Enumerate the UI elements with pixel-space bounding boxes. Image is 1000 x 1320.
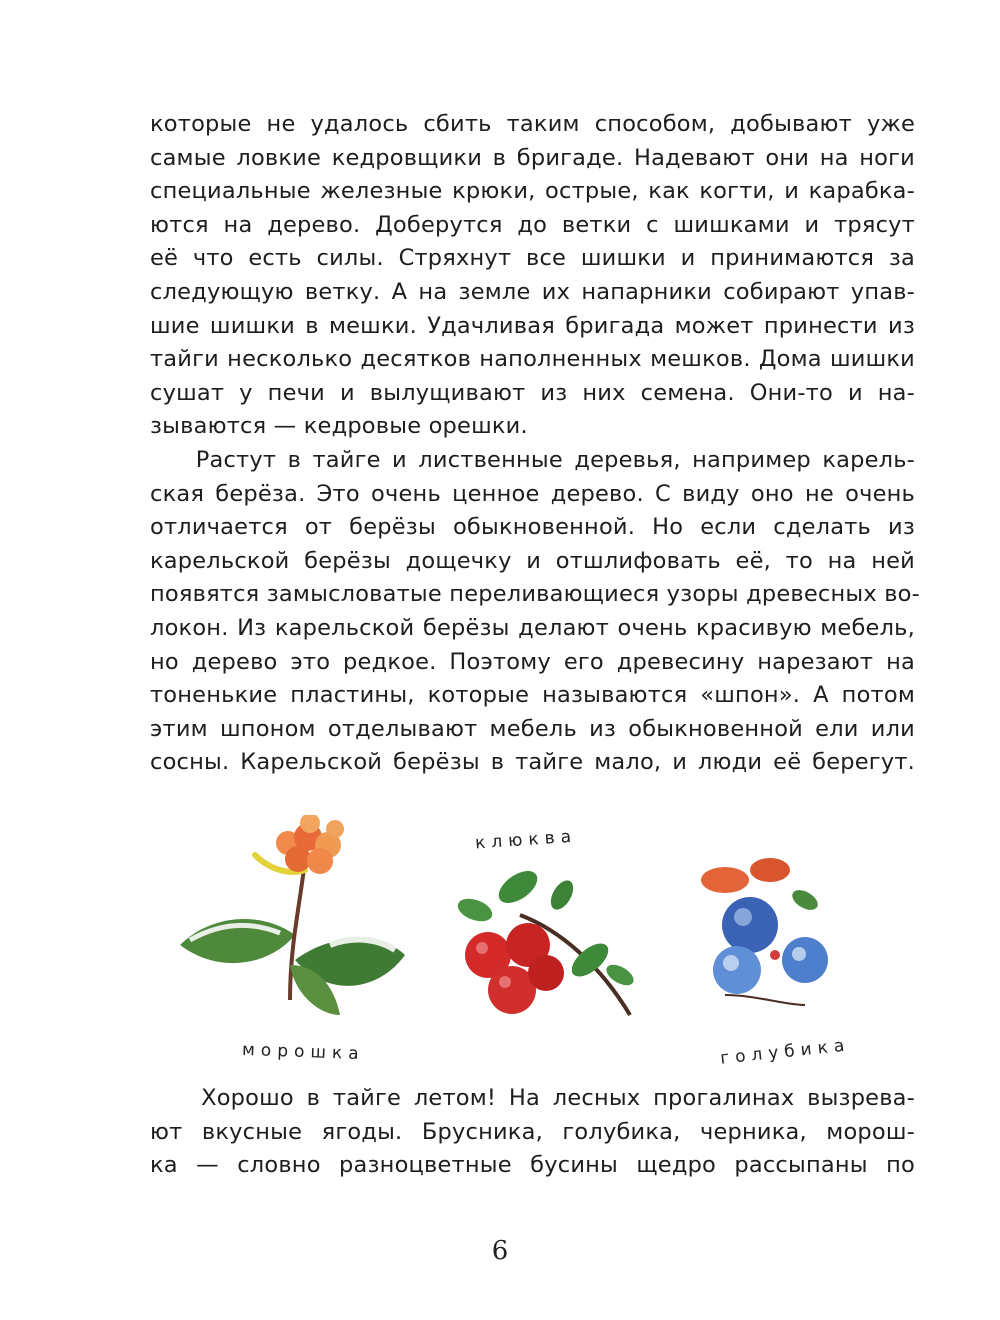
text-line: её что есть силы. Стряхнут все шишки и принимаются за	[150, 245, 915, 272]
text-line: сушат у печи и вылущивают из них семена. Они-то и на-	[150, 379, 915, 406]
text-line: ют вкусные ягоды. Брусника, голубика, черника, морош-	[150, 1118, 915, 1145]
paragraph-2	[150, 444, 920, 780]
berries-illustration	[160, 810, 860, 1080]
cranberry-illustration	[450, 855, 640, 1030]
text-line: шие шишки в мешки. Удачливая бригада может принести из	[150, 312, 915, 339]
text-line: карельской берёзы дощечку и отшлифовать её, то на ней	[150, 547, 915, 574]
text-line: локон. Из карельской берёзы делают очень красивую мебель,	[150, 614, 915, 641]
text-line: специальные железные крюки, острые, как когти, и карабка-	[150, 178, 915, 205]
text-line: тоненькие пластины, которые называются «шпон». А потом	[150, 682, 915, 709]
text-line: отличается от берёзы обыкновенной. Но если сделать из	[150, 514, 915, 541]
paragraph-1	[150, 108, 915, 444]
text-line: которые не удалось сбить таким способом, добывают уже	[150, 111, 915, 137]
text-line: появятся замысловатые переливающиеся узоры древесных во-	[150, 581, 920, 608]
text-line: сосны. Карельской берёзы в тайге мало, и люди её берегут.	[150, 749, 915, 776]
text-line: этим шпоном отделывают мебель из обыкновенной ели или	[150, 715, 915, 742]
text-line: тайги несколько десятков наполненных мешков. Дома шишки	[150, 346, 915, 373]
text-line: но дерево это редкое. Поэтому его древесину нарезают на	[150, 648, 915, 675]
cloudberry-caption: морошка	[241, 1039, 365, 1065]
text-line: следующую ветку. А на земле их напарники собирают упав-	[150, 278, 915, 305]
text-line: Растут в тайге и лиственные деревья, например карель-	[150, 447, 915, 473]
cloudberry-illustration	[170, 815, 410, 1040]
blueberry-illustration	[695, 855, 845, 1035]
paragraph-3	[150, 1082, 915, 1183]
blueberry-caption: голубика	[719, 1035, 852, 1069]
text-line: Хорошо в тайге летом! На лесных прогалинах вызрева-	[150, 1085, 915, 1111]
cranberry-caption: клюква	[474, 826, 578, 854]
text-line: ская берёза. Это очень ценное дерево. С виду оно не очень	[150, 480, 915, 507]
text-line: ются на дерево. Доберутся до ветки с шишками и трясут	[150, 211, 915, 238]
page-number: 6	[491, 1236, 509, 1266]
text-line: зываются — кедровые орешки.	[150, 413, 528, 440]
text-line: ка — словно разноцветные бусины щедро рассыпаны по	[150, 1152, 915, 1179]
text-line: самые ловкие кедровщики в бригаде. Надевают они на ноги	[150, 144, 915, 171]
